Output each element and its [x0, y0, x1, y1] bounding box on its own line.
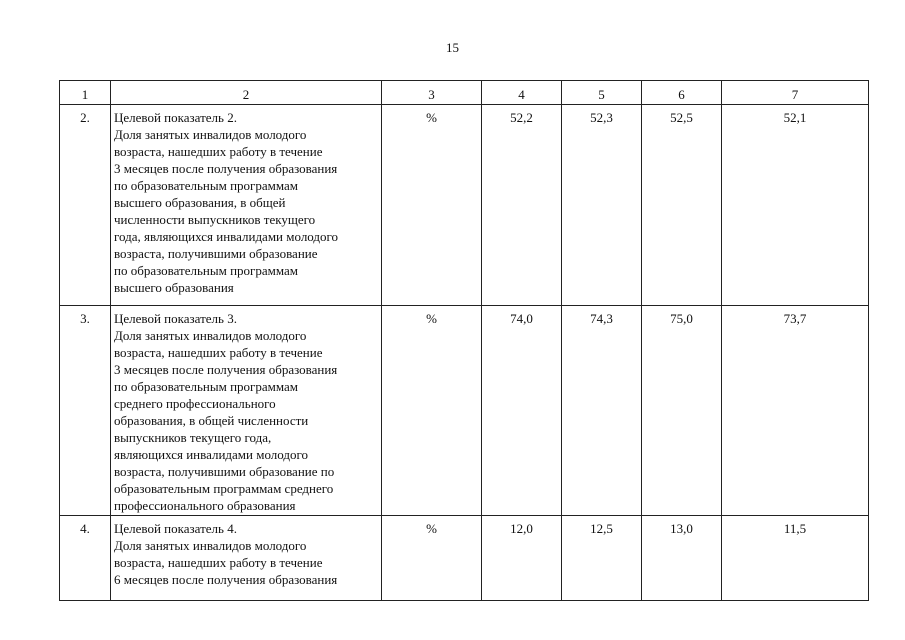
value-cell-4: 74,0 — [482, 306, 562, 516]
table-row — [60, 105, 869, 306]
description-line: возраста, нашедших работу в течение — [114, 144, 323, 159]
column-header: 5 — [562, 81, 642, 105]
description-line: Доля занятых инвалидов молодого — [114, 328, 307, 343]
column-header: 3 — [382, 81, 482, 105]
description-line: образования, в общей численности — [114, 413, 309, 428]
description-line: по образовательным программам — [114, 379, 299, 394]
value-cell-6: 13,0 — [642, 516, 722, 601]
description-line: Доля занятых инвалидов молодого — [114, 127, 307, 142]
unit-cell: % — [382, 516, 482, 601]
description-line: Целевой показатель 2. — [114, 110, 237, 125]
value-cell-4: 52,2 — [482, 105, 562, 306]
unit-cell: % — [382, 105, 482, 306]
column-header: 4 — [482, 81, 562, 105]
table-header-row — [60, 81, 869, 105]
indicator-description — [111, 306, 382, 516]
description-line: являющихся инвалидами молодого — [114, 447, 309, 462]
value-cell-7: 73,7 — [722, 306, 869, 516]
column-header: 7 — [722, 81, 869, 105]
description-line: высшего образования — [114, 280, 234, 295]
column-header: 1 — [60, 81, 111, 105]
table-row — [60, 516, 869, 601]
description-line: возраста, нашедших работу в течение — [114, 345, 323, 360]
description-line: 6 месяцев после получения образования — [114, 572, 338, 587]
indicator-description — [111, 516, 382, 601]
value-cell-5: 52,3 — [562, 105, 642, 306]
value-cell-6: 52,5 — [642, 105, 722, 306]
indicator-table — [59, 80, 869, 601]
value-cell-7: 11,5 — [722, 516, 869, 601]
column-header: 6 — [642, 81, 722, 105]
description-line: 3 месяцев после получения образования — [114, 362, 338, 377]
value-cell-5: 12,5 — [562, 516, 642, 601]
description-line: профессионального образования — [114, 498, 296, 513]
page-number: 15 — [446, 40, 459, 55]
description-line: по образовательным программам — [114, 263, 299, 278]
description-line: Целевой показатель 4. — [114, 521, 237, 536]
indicator-description — [111, 105, 382, 306]
row-number: 3. — [60, 306, 111, 516]
description-line: численности выпускников текущего — [114, 212, 316, 227]
description-line: по образовательным программам — [114, 178, 299, 193]
description-line: возраста, получившими образование — [114, 246, 318, 261]
value-cell-6: 75,0 — [642, 306, 722, 516]
value-cell-4: 12,0 — [482, 516, 562, 601]
description-line: 3 месяцев после получения образования — [114, 161, 338, 176]
description-line: среднего профессионального — [114, 396, 276, 411]
column-header: 2 — [111, 81, 382, 105]
description-line: выпускников текущего года, — [114, 430, 272, 445]
description-line: возраста, нашедших работу в течение — [114, 555, 323, 570]
description-line: высшего образования, в общей — [114, 195, 286, 210]
unit-cell: % — [382, 306, 482, 516]
description-line: возраста, получившими образование по — [114, 464, 335, 479]
value-cell-7: 52,1 — [722, 105, 869, 306]
table-row — [60, 306, 869, 516]
description-line: Целевой показатель 3. — [114, 311, 237, 326]
description-line: образовательным программам среднего — [114, 481, 334, 496]
value-cell-5: 74,3 — [562, 306, 642, 516]
row-number: 2. — [60, 105, 111, 306]
description-line: Доля занятых инвалидов молодого — [114, 538, 307, 553]
description-line: года, являющихся инвалидами молодого — [114, 229, 339, 244]
row-number: 4. — [60, 516, 111, 601]
